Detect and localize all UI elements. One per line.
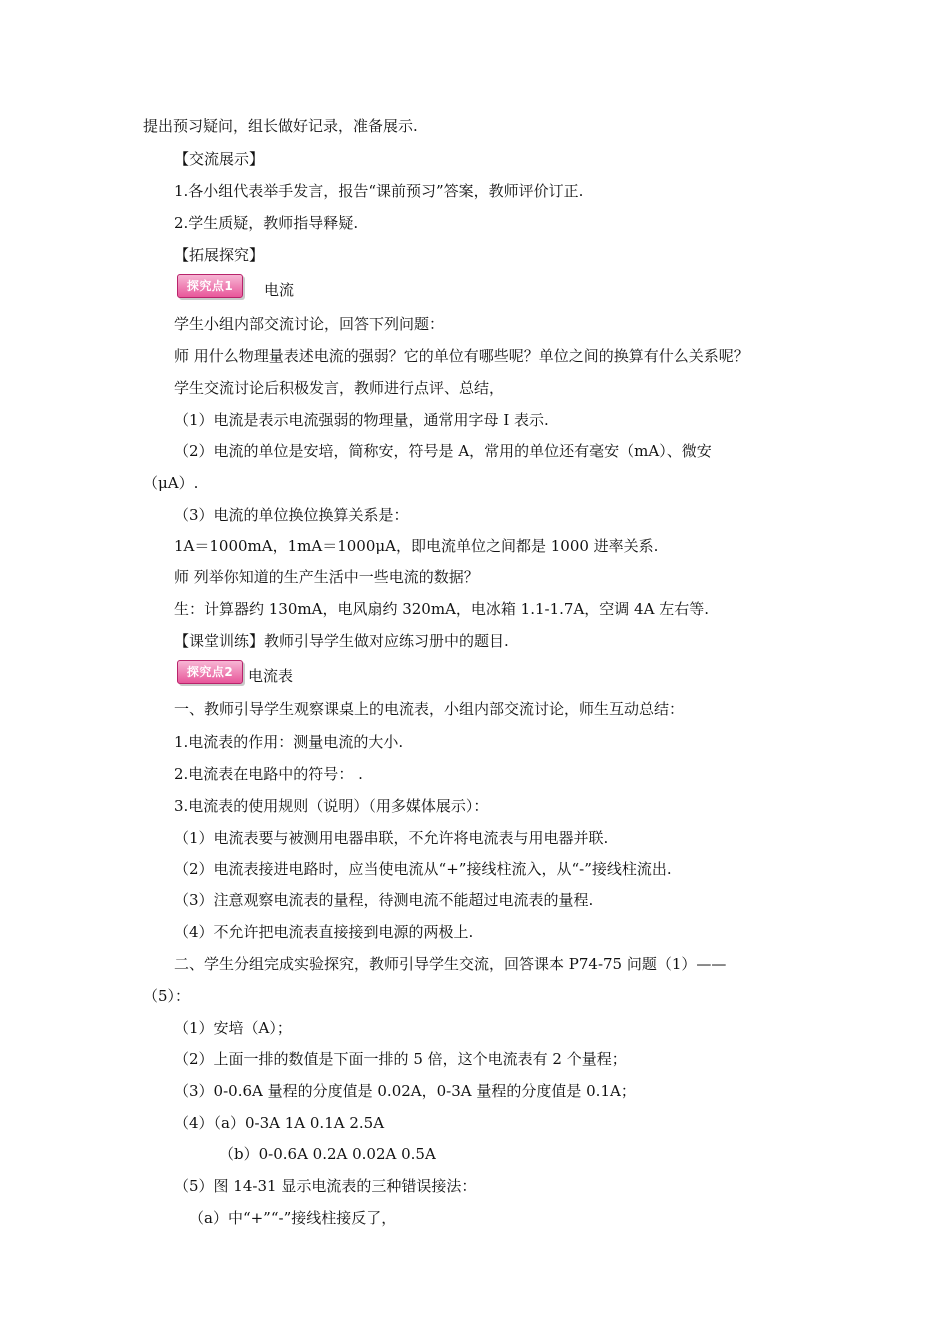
text-line: （4）不允许把电流表直接接到电源的两极上. bbox=[174, 923, 474, 941]
text-line: （a）中“+”“-”接线柱接反了， bbox=[189, 1209, 397, 1227]
text-line: 1A＝1000mA，1mA＝1000μA，即电流单位之间都是 1000 进率关系. bbox=[174, 537, 659, 555]
text-line: （4）（a）0-3A 1A 0.1A 2.5A bbox=[174, 1114, 385, 1132]
text-line: 【课堂训练】教师引导学生做对应练习册中的题目. bbox=[174, 632, 509, 650]
explore-point-2-title: 电流表 bbox=[248, 667, 294, 685]
text-line: 2.学生质疑，教师指导释疑. bbox=[174, 214, 359, 232]
text-line: （3）0-0.6A 量程的分度值是 0.02A，0-3A 量程的分度值是 0.1A； bbox=[174, 1082, 636, 1100]
section-heading-exchange: 【交流展示】 bbox=[174, 150, 265, 168]
text-line: （μA）. bbox=[143, 474, 199, 492]
text-line: （5）图 14-31 显示电流表的三种错误接法： bbox=[174, 1177, 477, 1195]
text-line: （1）电流是表示电流强弱的物理量，通常用字母 I 表示. bbox=[174, 411, 549, 429]
text-line: （b）0-0.6A 0.2A 0.02A 0.5A bbox=[219, 1145, 436, 1163]
text-line: （2）电流的单位是安培，简称安，符号是 A，常用的单位还有毫安（mA）、微安 bbox=[174, 442, 712, 460]
text-line: 提出预习疑问，组长做好记录，准备展示. bbox=[143, 117, 418, 135]
text-line: （1）安培（A）； bbox=[174, 1019, 292, 1037]
text-line: 一、教师引导学生观察课桌上的电流表，小组内部交流讨论，师生互动总结： bbox=[174, 700, 685, 718]
text-line: 2.电流表在电路中的符号： . bbox=[174, 765, 363, 783]
explore-point-1-title: 电流 bbox=[264, 281, 295, 299]
text-line: 学生交流讨论后积极发言，教师进行点评、总结， bbox=[174, 379, 505, 397]
explore-point-1-badge: 探究点1 bbox=[177, 274, 243, 298]
text-line: 3.电流表的使用规则（说明）（用多媒体展示）： bbox=[174, 797, 489, 815]
text-line: （3）电流的单位换位换算关系是： bbox=[174, 506, 409, 524]
text-line: 生：计算器约 130mA，电风扇约 320mA，电冰箱 1.1-1.7A，空调 4A 左右等. bbox=[174, 600, 709, 618]
text-line: （1）电流表要与被测用电器串联，不允许将电流表与用电器并联. bbox=[174, 829, 609, 847]
text-line: 二、学生分组完成实验探究，教师引导学生交流，回答课本 P74-75 问题（1）—— bbox=[174, 955, 727, 973]
text-line: 师 列举你知道的生产生活中一些电流的数据？ bbox=[174, 568, 479, 586]
section-heading-explore: 【拓展探究】 bbox=[174, 246, 265, 264]
text-line: 1.各小组代表举手发言，报告“课前预习”答案，教师评价订正. bbox=[174, 182, 584, 200]
text-line: 学生小组内部交流讨论，回答下列问题： bbox=[174, 315, 445, 333]
text-line: （2）电流表接进电路时，应当使电流从“+”接线柱流入，从“-”接线柱流出. bbox=[174, 860, 672, 878]
text-line: 师 用什么物理量表述电流的强弱？它的单位有哪些呢？单位之间的换算有什么关系呢？ bbox=[174, 347, 749, 365]
text-line: （3）注意观察电流表的量程，待测电流不能超过电流表的量程. bbox=[174, 891, 594, 909]
explore-point-2-badge: 探究点2 bbox=[177, 660, 243, 684]
text-line: 1.电流表的作用：测量电流的大小. bbox=[174, 733, 404, 751]
text-line: （2）上面一排的数值是下面一排的 5 倍，这个电流表有 2 个量程； bbox=[174, 1050, 627, 1068]
text-line: （5）： bbox=[143, 987, 191, 1005]
